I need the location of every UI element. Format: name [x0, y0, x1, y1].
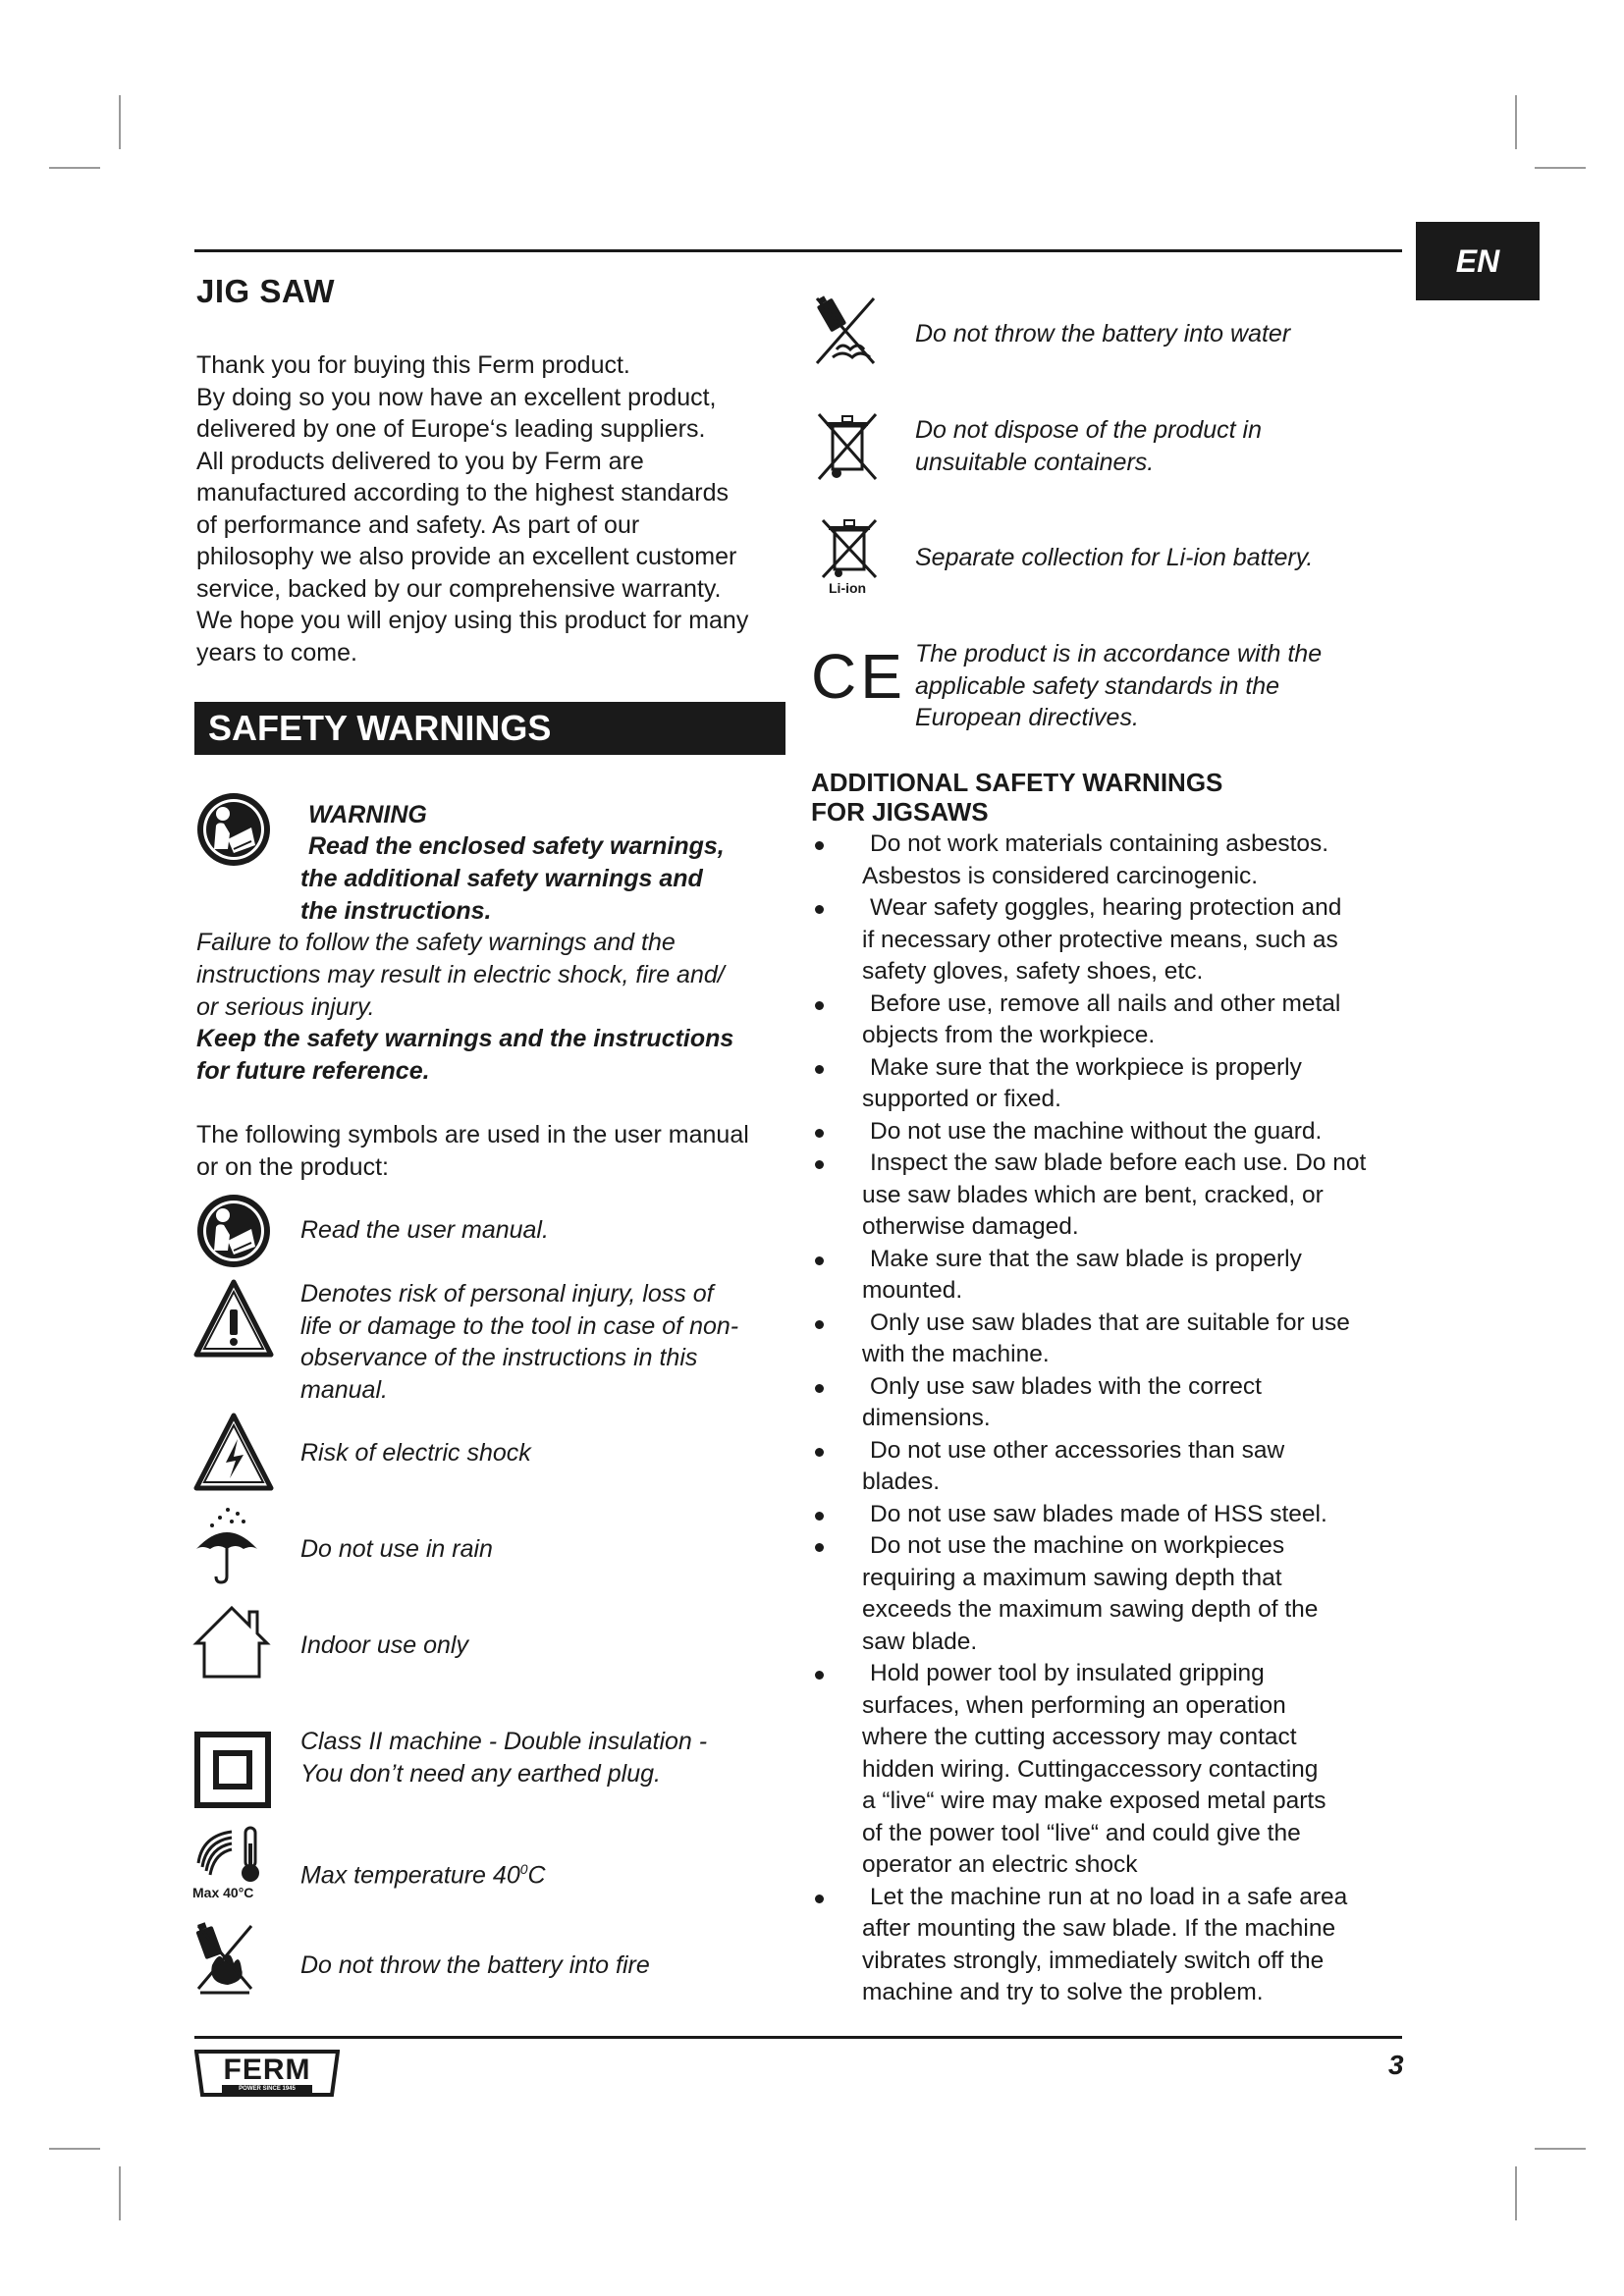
- electric-shock-icon: [192, 1412, 275, 1492]
- list-item: Do not use saw blades made of HSS steel.: [811, 1499, 1439, 1531]
- list-item: Make sure that the workpiece is properly supported or fixed.: [811, 1052, 1439, 1116]
- house-icon: [192, 1602, 271, 1681]
- list-item: Let the machine run at no load in a safe area after mounting the saw blade. If the machine vibrates strongly, immediately switch off the machine and try to solve the problem.: [811, 1882, 1439, 2009]
- crossed-bin-icon: [815, 410, 880, 483]
- battery-water-icon: [813, 293, 878, 371]
- symbol-text-max-temperature: Max temperature $40^0C$: [300, 1861, 546, 1890]
- symbol-text-double-insulation: Class II machine - Double insulation - You don’t need any earthed plug.: [300, 1728, 708, 1788]
- list-item: Do not work materials containing asbestos. Asbestos is considered carcinogenic.: [811, 828, 1439, 892]
- list-item: Hold power tool by insulated gripping surfaces, when performing an operation where the cutting accessory may contact hidden wiring. Cuttingaccessory contacting a “live“ wire may make exposed metal parts of the power tool “live“ and could give the operator an electric shock: [811, 1658, 1439, 1882]
- list-item: Make sure that the saw blade is properly mounted.: [811, 1244, 1439, 1308]
- symbol-text-rain: Do not use in rain: [300, 1535, 493, 1563]
- safety-warnings-heading: SAFETY WARNINGS: [194, 702, 785, 755]
- intro-paragraph: Thank you for buying this Ferm product. By doing so you now have an excellent product, delivered by one of Europe‘s leading suppliers. All products delivered to you by Ferm are manufactured according to the highest standards of performance and safety. As part of our philosophy we also provide an excellent customer service, backed by our comprehensive warranty. We hope you will enjoy using this product for many years to come.: [196, 351, 749, 667]
- symbol-text-battery-water: Do not throw the battery into water: [915, 320, 1291, 347]
- page-title: JIG SAW: [196, 273, 336, 309]
- header-rule: [194, 249, 1402, 252]
- symbol-text-battery-fire: Do not throw the battery into fire: [300, 1951, 650, 1979]
- list-item: Before use, remove all nails and other metal objects from the workpiece.: [811, 988, 1439, 1052]
- crop-mark: [119, 2166, 121, 2220]
- double-insulation-icon: [194, 1732, 271, 1808]
- list-item: Do not use other accessories than saw blades.: [811, 1435, 1439, 1499]
- crop-mark: [49, 2148, 100, 2150]
- keep-reference-text: Keep the safety warnings and the instructions for future reference.: [196, 1025, 734, 1085]
- thermometer-icon: [192, 1824, 271, 1885]
- symbols-intro: The following symbols are used in the user manual or on the product:: [196, 1121, 749, 1181]
- battery-fire-icon: [194, 1920, 255, 1999]
- symbol-text-indoor: Indoor use only: [300, 1631, 468, 1659]
- list-item: Inspect the saw blade before each use. Do not use saw blades which are bent, cracked, or otherwise damaged.: [811, 1148, 1439, 1244]
- li-ion-bin-icon: [819, 516, 880, 579]
- crop-mark: [1515, 2166, 1517, 2220]
- additional-warnings-list: [811, 828, 1439, 2009]
- page-number: 3: [1388, 2050, 1404, 2080]
- symbol-text-ce: The product is in accordance with the applicable safety standards in the European directives.: [915, 640, 1323, 731]
- symbol-text-warning: Denotes risk of personal injury, loss of life or damage to the tool in case of non- observance of the instructions in this manual.: [300, 1280, 739, 1404]
- list-item: Only use saw blades with the correct dimensions.: [811, 1371, 1439, 1435]
- ferm-logo-text: FERM: [223, 2054, 311, 2086]
- language-tab: EN: [1416, 222, 1540, 300]
- read-manual-icon: [194, 790, 273, 869]
- list-item: Do not use the machine on workpieces requiring a maximum sawing depth that exceeds the maximum sawing depth of the saw blade.: [811, 1530, 1439, 1658]
- crop-mark: [119, 95, 121, 149]
- warning-text: Read the enclosed safety warnings, the additional safety warnings and the instructions.: [300, 832, 725, 925]
- warning-label: WARNING: [308, 801, 427, 828]
- symbol-text-read-manual: Read the user manual.: [300, 1216, 549, 1244]
- ferm-logo-tagline: POWER SINCE 1945: [239, 2086, 296, 2092]
- rain-umbrella-icon: [192, 1506, 261, 1586]
- additional-warnings-heading: ADDITIONAL SAFETY WARNINGS FOR JIGSAWS: [811, 768, 1223, 827]
- symbol-text-crossed-bin: Do not dispose of the product in unsuitable containers.: [915, 416, 1263, 476]
- footer-rule: [194, 2036, 1402, 2039]
- thermometer-caption: Max 40°C: [192, 1885, 254, 1900]
- warning-triangle-icon: [192, 1278, 275, 1361]
- li-ion-caption: Li-ion: [829, 580, 867, 596]
- crop-mark: [1535, 167, 1586, 169]
- ferm-logo: [194, 2050, 340, 2101]
- list-item: Do not use the machine without the guard.: [811, 1116, 1439, 1148]
- list-item: Only use saw blades that are suitable for use with the machine.: [811, 1308, 1439, 1371]
- crop-mark: [1515, 95, 1517, 149]
- symbol-text-li-ion: Separate collection for Li-ion battery.: [915, 544, 1314, 571]
- crop-mark: [1535, 2148, 1586, 2150]
- read-manual-icon: [194, 1192, 273, 1270]
- failure-text: Failure to follow the safety warnings and the instructions may result in electric shock, fire and/ or serious injury.: [196, 929, 725, 1021]
- ce-mark-icon: CE: [811, 641, 906, 712]
- symbol-text-electric-shock: Risk of electric shock: [300, 1439, 531, 1467]
- list-item: Wear safety goggles, hearing protection and if necessary other protective means, such as safety gloves, safety shoes, etc.: [811, 892, 1439, 988]
- crop-mark: [49, 167, 100, 169]
